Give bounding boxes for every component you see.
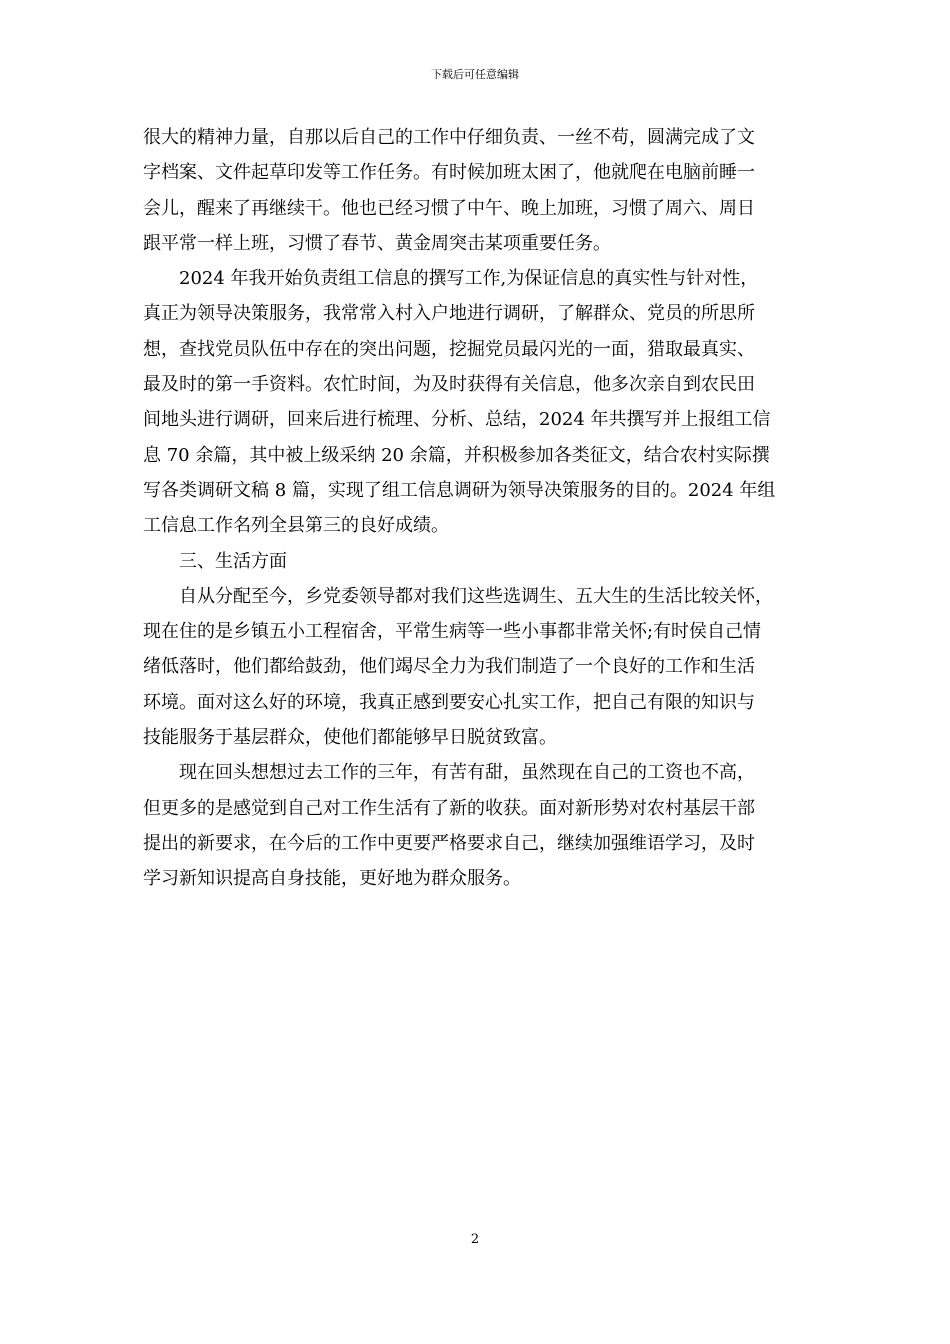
- page-header: 下载后可任意编辑: [431, 68, 519, 81]
- paragraph-info-writing: [143, 261, 815, 543]
- text-line: 但更多的是感觉到自己对工作生活有了新的收获。面对新形势对农村基层干部: [143, 797, 755, 819]
- text-line: 字档案、文件起草印发等工作任务。有时候加班太困了，他就爬在电脑前睡一: [143, 162, 755, 184]
- text-line: 工信息工作名列全县第三的良好成绩。: [143, 515, 449, 537]
- text-line: 技能服务于基层群众，使他们都能够早日脱贫致富。: [143, 727, 557, 749]
- text-line: 间地头进行调研，回来后进行梳理、分析、总结，2024 年共撰写并上报组工信: [143, 409, 771, 431]
- document-body: [143, 120, 815, 897]
- section-heading-text: 三、生活方面: [179, 550, 287, 572]
- text-line: 息 70 余篇，其中被上级采纳 20 余篇，并积极参加各类征文，结合农村实际撰: [143, 444, 770, 466]
- text-line: 绪低落时，他们都给鼓劲，他们竭尽全力为我们制造了一个良好的工作和生活: [143, 656, 755, 678]
- text-line: 自从分配至今，乡党委领导都对我们这些选调生、五大生的生活比较关怀，: [179, 585, 773, 607]
- text-line: 真正为领导决策服务，我常常入村入户地进行调研，了解群众、党员的所思所: [143, 303, 755, 325]
- text-line: 2024 年我开始负责组工信息的撰写工作,为保证信息的真实性与针对性，: [179, 268, 759, 290]
- text-line: 最及时的第一手资料。农忙时间，为及时获得有关信息，他多次亲自到农民田: [143, 374, 755, 396]
- paragraph-continuation: [143, 120, 815, 261]
- text-line: 会儿，醒来了再继续干。他也已经习惯了中午、晚上加班，习惯了周六、周日: [143, 197, 755, 219]
- page-number: 2: [470, 1232, 480, 1247]
- text-line: 很大的精神力量，自那以后自己的工作中仔细负责、一丝不苟，圆满完成了文: [143, 127, 755, 148]
- text-line: 学习新知识提高自身技能，更好地为群众服务。: [143, 868, 521, 890]
- text-line: 跟平常一样上班，习惯了春节、黄金周突击某项重要任务。: [143, 232, 611, 254]
- section-heading-life: [143, 544, 815, 579]
- text-line: 环境。面对这么好的环境，我真正感到要安心扎实工作，把自己有限的知识与: [143, 691, 755, 713]
- paragraph-life: [143, 579, 815, 755]
- paragraph-reflection: [143, 755, 815, 896]
- text-line: 现在回头想想过去工作的三年，有苦有甜，虽然现在自己的工资也不高，: [179, 762, 755, 784]
- text-line: 提出的新要求，在今后的工作中更要严格要求自己，继续加强维语学习，及时: [143, 832, 755, 854]
- text-line: 现在住的是乡镇五小工程宿舍，平常生病等一些小事都非常关怀;有时侯自己情: [143, 621, 762, 643]
- text-line: 写各类调研文稿 8 篇，实现了组工信息调研为领导决策服务的目的。2024 年组: [143, 479, 776, 501]
- text-line: 想，查找党员队伍中存在的突出问题，挖掘党员最闪光的一面，猎取最真实、: [143, 338, 755, 360]
